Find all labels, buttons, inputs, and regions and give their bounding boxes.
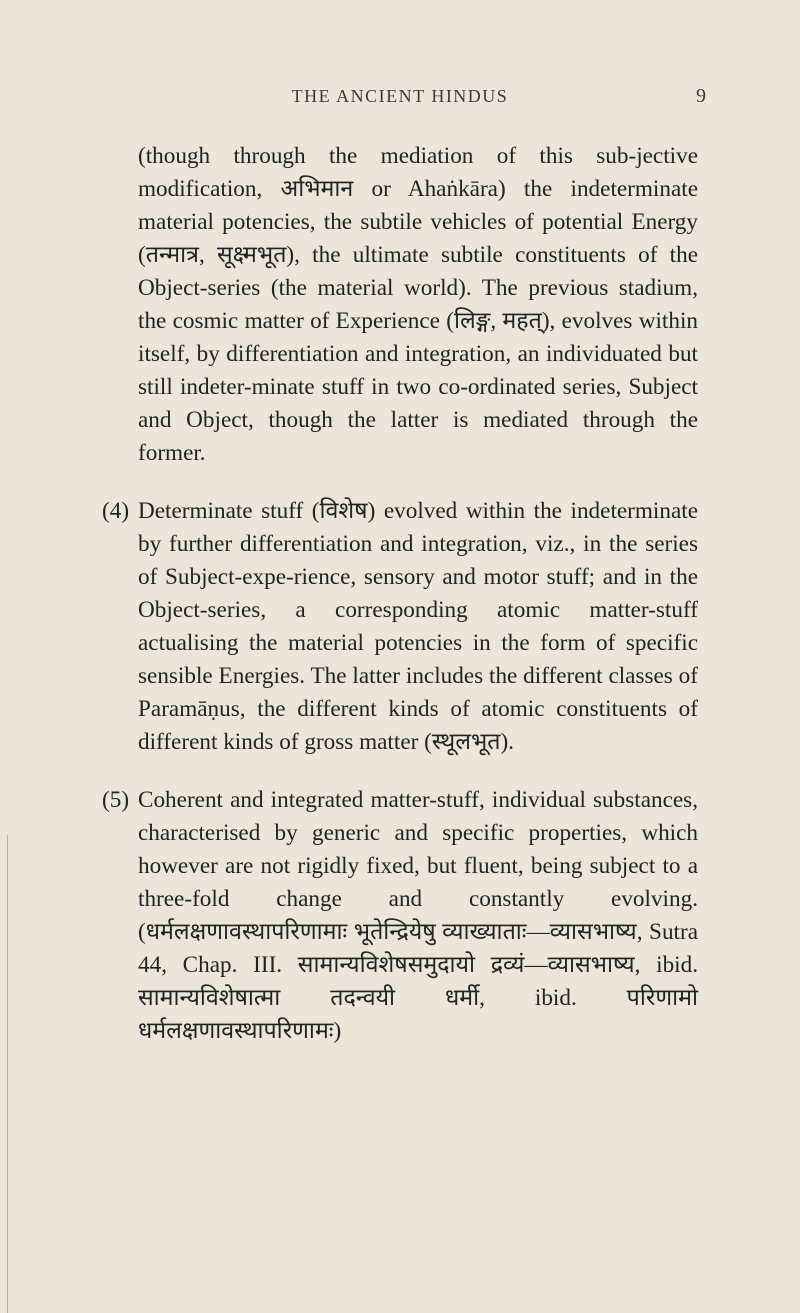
item-number: (4) (102, 498, 130, 524)
running-header (0, 86, 800, 116)
item-text: Determinate stuff (विशेष) evolved within the indeterminate by further differentiation and integration, viz., in the series of Subject-expe-rience, sensory and motor stuff; and in the Object-series, a corresponding atomic matter-stuff actualising the material potencies in the form of specific sensible Energies. The latter includes the different classes of Paramāṇus, the different kinds of atomic constituents of different kinds of gross matter (स्थूलभूत). (138, 498, 698, 755)
page-edge-line (7, 835, 8, 1313)
body-text (102, 140, 698, 1048)
running-title: THE ANCIENT HINDUS (291, 86, 509, 106)
page-number: 9 (696, 85, 706, 107)
list-item-5 (102, 784, 698, 1048)
item-text: Coherent and integrated matter-stuff, individual substances, characterised by generic and specific properties, which however are not rigidly fixed, but fluent, being subject to a three-fold change and constantly evolving. (धर्मलक्षणावस्थापरिणामाः भूतेन्द्रियेषु व्याख्याताः—व्यासभाष्य, Sutra 44, Chap. III. सामान्यविशेषसमुदायो द्रव्यं—व्यासभाष्य, ibid. सामान्यविशेषात्मा तदन्वयी धर्मी, ibid. परिणामो धर्मलक्षणावस्थापरिणामः) (138, 787, 698, 1044)
list-item-4 (102, 495, 698, 759)
paragraph-continuation: (though through the mediation of this sub-jective modification, अभिमान or Ahaṅkāra) the indeterminate material potencies, the subtile vehicles of potential Energy (तन्मात्र, सूक्ष्मभूत), the ultimate subtile constituents of the Object-series (the material world). The previous stadium, the cosmic matter of Experience (लिङ्ग, महत्), evolves within itself, by differentiation and integration, an individuated but still indeter-minate stuff in two co-ordinated series, Subject and Object, though the latter is mediated through the former. (138, 143, 698, 466)
item-number: (5) (102, 787, 130, 813)
